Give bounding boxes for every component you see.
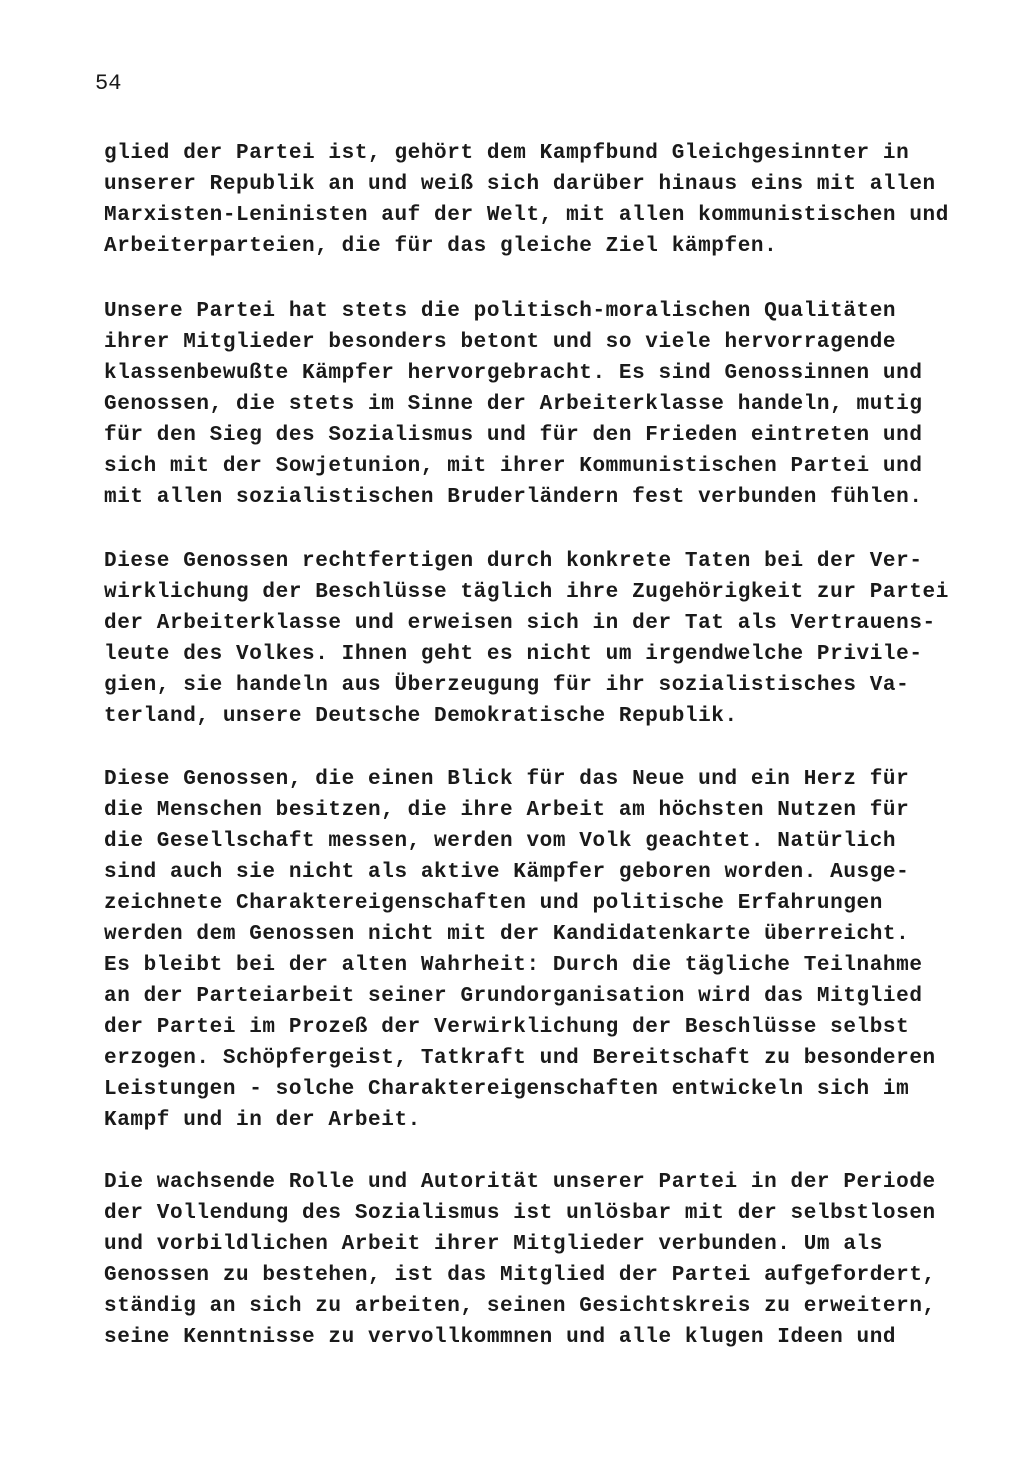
text-line: die Menschen besitzen, die ihre Arbeit am höchsten Nutzen für [104, 799, 910, 822]
text-line: gien, sie handeln aus Überzeugung für ihr sozialistisches Va- [104, 674, 910, 697]
text-line: sind auch sie nicht als aktive Kämpfer geboren worden. Ausge- [104, 861, 910, 884]
text-line: der Partei im Prozeß der Verwirklichung der Beschlüsse selbst [104, 1016, 910, 1039]
text-line: Kampf und in der Arbeit. [104, 1109, 421, 1132]
text-line: für den Sieg des Sozialismus und für den Frieden eintreten und [104, 424, 923, 447]
text-line: unserer Republik an und weiß sich darüber hinaus eins mit allen [104, 173, 936, 196]
text-line: Die wachsende Rolle und Autorität unserer Partei in der Periode [104, 1171, 936, 1194]
text-line: Diese Genossen rechtfertigen durch konkrete Taten bei der Ver- [104, 550, 923, 573]
paragraph-4 [104, 764, 934, 1136]
text-line: und vorbildlichen Arbeit ihrer Mitglieder verbunden. Um als [104, 1233, 883, 1256]
text-line: Marxisten-Leninisten auf der Welt, mit allen kommunistischen und [104, 204, 949, 227]
text-line: Unsere Partei hat stets die politisch-moralischen Qualitäten [104, 300, 897, 323]
text-line: seine Kenntnisse zu vervollkommnen und alle klugen Ideen und [104, 1326, 897, 1349]
text-line: Diese Genossen, die einen Blick für das Neue und ein Herz für [104, 768, 910, 791]
text-line: erzogen. Schöpfergeist, Tatkraft und Bereitschaft zu besonderen [104, 1047, 936, 1070]
text-line: Genossen zu bestehen, ist das Mitglied der Partei aufgefordert, [104, 1264, 936, 1287]
text-line: glied der Partei ist, gehört dem Kampfbund Gleichgesinnter in [104, 142, 910, 165]
text-line: ihrer Mitglieder besonders betont und so viele hervorragende [104, 331, 897, 354]
text-line: leute des Volkes. Ihnen geht es nicht um irgendwelche Privile- [104, 643, 923, 666]
text-line: Arbeiterparteien, die für das gleiche Ziel kämpfen. [104, 235, 778, 258]
text-line: an der Parteiarbeit seiner Grundorganisation wird das Mitglied [104, 985, 923, 1008]
text-line: klassenbewußte Kämpfer hervorgebracht. Es sind Genossinnen und [104, 362, 923, 385]
text-line: ständig an sich zu arbeiten, seinen Gesichtskreis zu erweitern, [104, 1295, 936, 1318]
text-line: Leistungen - solche Charaktereigenschaften entwickeln sich im [104, 1078, 910, 1101]
text-line: Es bleibt bei der alten Wahrheit: Durch die tägliche Teilnahme [104, 954, 923, 977]
text-line: mit allen sozialistischen Bruderländern fest verbunden fühlen. [104, 486, 923, 509]
paragraph-5 [104, 1167, 934, 1353]
text-line: werden dem Genossen nicht mit der Kandidatenkarte überreicht. [104, 923, 910, 946]
paragraph-1 [104, 138, 949, 262]
text-line: der Arbeiterklasse und erweisen sich in der Tat als Vertrauens- [104, 612, 936, 635]
text-line: terland, unsere Deutsche Demokratische Republik. [104, 705, 738, 728]
text-line: zeichnete Charaktereigenschaften und politische Erfahrungen [104, 892, 883, 915]
text-line: wirklichung der Beschlüsse täglich ihre Zugehörigkeit zur Partei [104, 581, 949, 604]
page-number: 54 [95, 71, 122, 96]
paragraph-2 [104, 296, 934, 513]
text-line: der Vollendung des Sozialismus ist unlösbar mit der selbstlosen [104, 1202, 936, 1225]
paragraph-3 [104, 546, 949, 732]
text-line: die Gesellschaft messen, werden vom Volk geachtet. Natürlich [104, 830, 897, 853]
text-line: Genossen, die stets im Sinne der Arbeiterklasse handeln, mutig [104, 393, 923, 416]
text-line: sich mit der Sowjetunion, mit ihrer Kommunistischen Partei und [104, 455, 923, 478]
